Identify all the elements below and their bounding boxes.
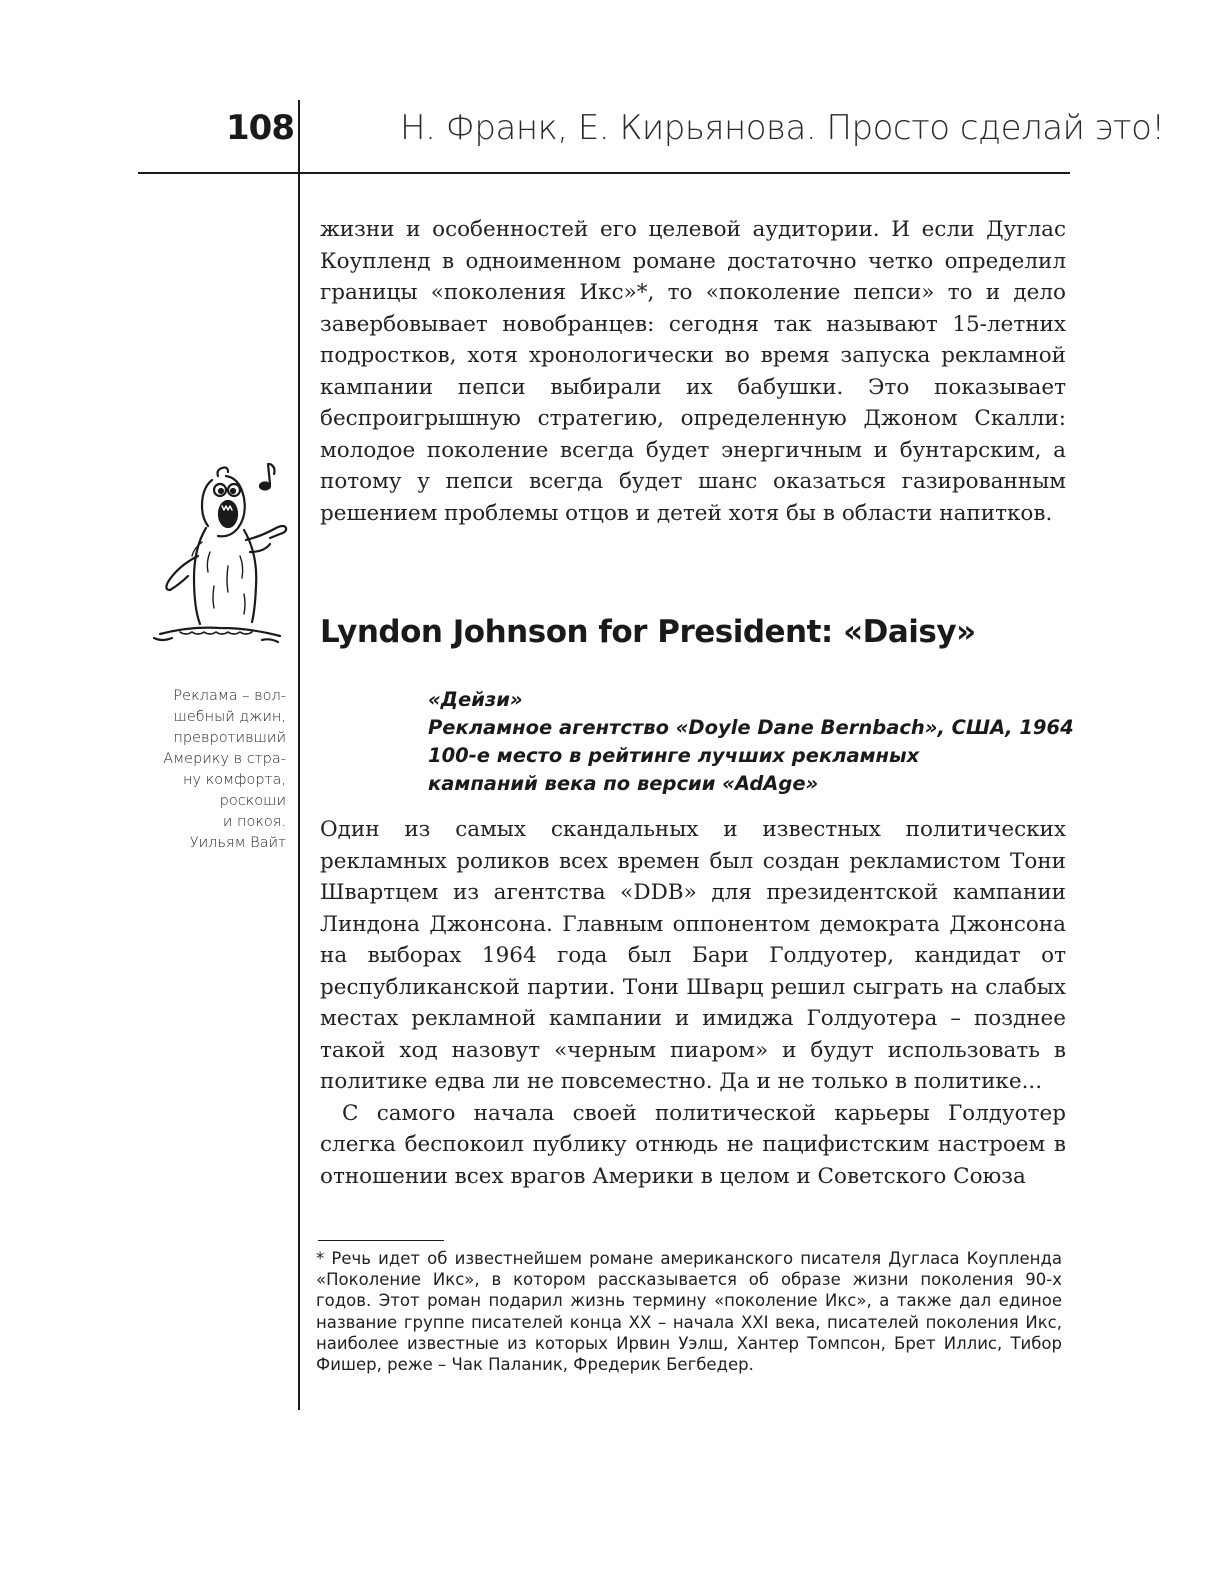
singing-genie-icon (140, 456, 290, 656)
section-title: Lyndon Johnson for President: «Daisy» (320, 614, 976, 650)
campaign-agency: Рекламное агентство «Doyle Dane Bernbach», США, 1964 (428, 716, 1074, 739)
sidebar-quote (130, 686, 286, 854)
page-number: 108 (226, 108, 294, 148)
sidebar-quote-author: Уильям Вайт (189, 835, 286, 851)
footnote-rule (318, 1240, 444, 1241)
campaign-name: «Дейзи» (428, 688, 523, 711)
campaign-info (428, 686, 1078, 798)
sidebar-quote-line: Реклама – вол- (173, 688, 286, 704)
main-paragraph-1: Один из самых скандальных и известных политических рекламных роликов всех времен был создан рекламистом Тони Швартцем из агентства «DDB» для президентской кампании Линдона Джонсона. Главным оппонентом демократа Джонсона на выборах 1964 года был Бари Голдуотер, кандидат от республиканской партии. Тони Шварц решил сыграть на слабых местах рекламной кампании и имиджа Голдуотера – позднее такой ход назовут «черным пиаром» и будут использовать в политике едва ли не повсеместно. Да и не только в политике... (320, 817, 1066, 1094)
sidebar-quote-line: шебный джин, (173, 709, 286, 725)
running-header: Н. Франк, Е. Кирьянова. Просто сделай это! (400, 108, 1165, 148)
sidebar-quote-line: роскоши (219, 793, 286, 809)
margin-rule (298, 100, 300, 1410)
sidebar-quote-line: превротивший (173, 730, 286, 746)
sidebar-quote-line: и покоя. (222, 814, 286, 830)
intro-paragraph: жизни и особенностей его целевой аудитории. И если Дуглас Коупленд в одноименном романе достаточно четко определил границы «поколения Икс»*, то «поколение пепси» то и дело завербовывает новобранцев: сегодня так называют 15-летних подростков, хотя хронологически во время запуска рекламной кампании пепси выбирали их бабушки. Это показывает беспроигрышную стратегию, определенную Джоном Скалли: молодое поколение всегда будет энергичным и бунтарским, а потому у пепси всегда будет шанс оказаться газированным решением проблемы отцов и детей хотя бы в области напитков. (320, 217, 1066, 526)
header-rule (138, 172, 1070, 174)
campaign-rank-line-2: кампаний века по версии «AdAge» (428, 772, 819, 795)
campaign-rank-line-1: 100-е место в рейтинге лучших рекламных (428, 744, 920, 767)
sidebar-quote-line: Америку в стра- (163, 751, 286, 767)
main-text (320, 814, 1066, 1192)
sidebar-quote-line: ну комфорта, (182, 772, 286, 788)
main-paragraph-2: С самого начала своей политической карьеры Голдуотер слегка беспокоил публику отнюдь не пацифистским настроем в отношении всех врагов Америки в целом и Советского Союза (320, 1100, 1066, 1189)
footnote: * Речь идет об известнейшем романе американского писателя Дугласа Коупленда «Поколение Икс», в котором рассказывается об образе жизни поколения 90-х годов. Этот роман подарил жизнь термину «поколение Икс», а также дал единое название группе писателей конца XX – начала XXI века, писателей поколения Икс, наиболее известные из которых Ирвин Уэлш, Хантер Томпсон, Брет Иллис, Тибор Фишер, реже – Чак Паланик, Фредерик Бегбедер. (316, 1249, 1062, 1375)
